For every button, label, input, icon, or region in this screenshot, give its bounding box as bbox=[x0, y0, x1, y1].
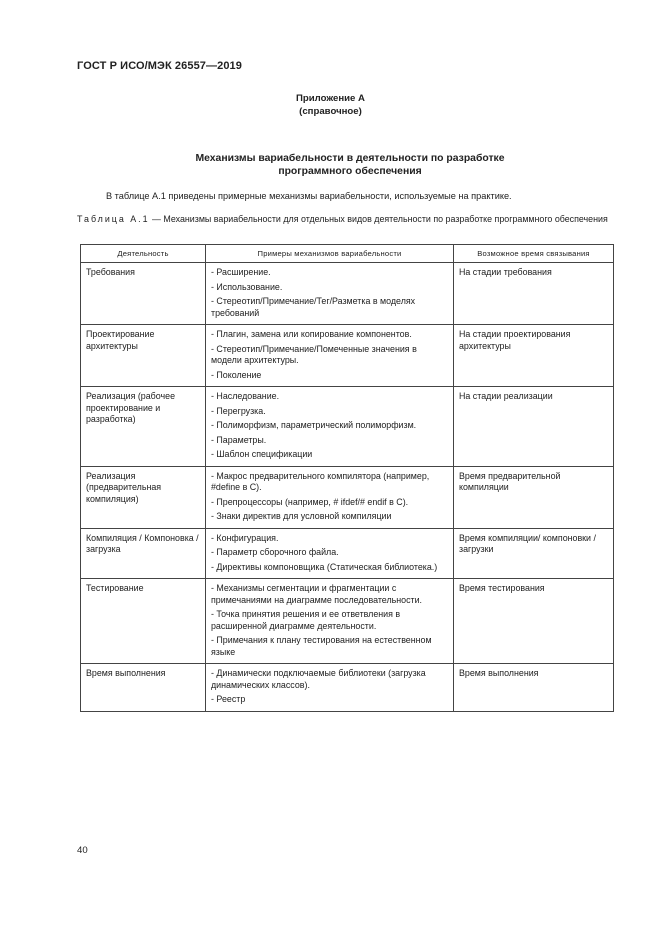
activity-cell: Компиляция / Компоновка / загрузка bbox=[81, 528, 206, 579]
section-heading-line1: Механизмы вариабельности в деятельности по разработке bbox=[195, 153, 505, 164]
example-item: - Точка принятия решения и ее ответвления в расширенной диаграмме деятельности. bbox=[211, 609, 401, 631]
example-item: - Стереотип/Примечание/Тег/Разметка в моделях требований bbox=[211, 296, 416, 318]
header-examples: Примеры механизмов вариабельности bbox=[206, 245, 454, 263]
binding-time-cell: На стадии требования bbox=[454, 263, 614, 325]
example-item: - Директивы компоновщика (Статическая библиотека.) bbox=[211, 561, 438, 572]
binding-time-cell: На стадии реализации bbox=[454, 387, 614, 467]
binding-time-cell: Время тестирования bbox=[454, 579, 614, 664]
examples-cell bbox=[206, 466, 454, 528]
variability-table bbox=[80, 244, 614, 712]
examples-cell bbox=[206, 528, 454, 579]
annex-heading bbox=[0, 92, 661, 118]
table-caption-text: — Механизмы вариабельности для отдельных видов деятельности по разработке программного обеспечения bbox=[149, 214, 608, 224]
example-item: - Параметры. bbox=[211, 434, 267, 445]
activity-cell: Тестирование bbox=[81, 579, 206, 664]
activity-cell: Время выполнения bbox=[81, 664, 206, 712]
example-item: - Реестр bbox=[211, 694, 246, 704]
activity-cell: Проектирование архитектуры bbox=[81, 325, 206, 387]
examples-cell bbox=[206, 325, 454, 387]
example-item: - Наследование. bbox=[211, 391, 280, 401]
example-item: - Макрос предварительного компилятора (например, #define в С). bbox=[211, 470, 430, 492]
binding-time-cell: Время выполнения bbox=[454, 664, 614, 712]
example-item: - Плагин, замена или копирование компонентов. bbox=[211, 329, 412, 339]
examples-cell bbox=[206, 579, 454, 664]
table-row bbox=[81, 325, 614, 387]
annex-title: Приложение А bbox=[296, 93, 365, 104]
examples-cell bbox=[206, 263, 454, 325]
activity-cell: Требования bbox=[81, 263, 206, 325]
binding-time-cell: Время предварительной компиляции bbox=[454, 466, 614, 528]
table-header-row bbox=[81, 245, 614, 263]
table-row bbox=[81, 263, 614, 325]
example-item: - Знаки директив для условной компиляции bbox=[211, 511, 392, 521]
examples-cell bbox=[206, 387, 454, 467]
header-activity: Деятельность bbox=[81, 245, 206, 263]
example-item: - Шаблон спецификации bbox=[211, 449, 313, 459]
example-item: - Использование. bbox=[211, 281, 283, 292]
intro-paragraph: В таблице А.1 приведены примерные механизмы вариабельности, используемые на практике. bbox=[106, 191, 512, 201]
table-caption-label: Таблица А.1 bbox=[77, 214, 150, 224]
example-item: - Динамически подключаемые библиотеки (загрузка динамических классов). bbox=[211, 668, 426, 690]
activity-cell: Реализация (рабочее проектирование и разработка) bbox=[81, 387, 206, 467]
activity-cell: Реализация (предварительная компиляция) bbox=[81, 466, 206, 528]
example-item: - Параметр сборочного файла. bbox=[211, 547, 339, 557]
example-item: - Перегрузка. bbox=[211, 405, 266, 416]
page-number: 40 bbox=[77, 845, 88, 856]
annex-note: (справочное) bbox=[299, 106, 362, 117]
table-caption bbox=[77, 214, 617, 226]
example-item: - Механизмы сегментации и фрагментации с примечаниями на диаграмме последовательности. bbox=[211, 583, 423, 605]
table-row bbox=[81, 387, 614, 467]
section-heading-line2: программного обеспечения bbox=[278, 166, 422, 177]
example-item: - Примечания к плану тестирования на естественном языке bbox=[211, 635, 432, 657]
example-item: - Препроцессоры (например, # ifdef/# endif в С). bbox=[211, 496, 409, 507]
table-row bbox=[81, 466, 614, 528]
standard-designation: ГОСТ Р ИСО/МЭК 26557—2019 bbox=[77, 60, 242, 72]
section-heading bbox=[150, 152, 550, 178]
example-item: - Полиморфизм, параметрический полиморфизм. bbox=[211, 420, 417, 430]
table-row bbox=[81, 528, 614, 579]
example-item: - Расширение. bbox=[211, 267, 271, 277]
examples-cell bbox=[206, 664, 454, 712]
table-row bbox=[81, 579, 614, 664]
binding-time-cell: На стадии проектирования архитектуры bbox=[454, 325, 614, 387]
header-binding-time: Возможное время связывания bbox=[454, 245, 614, 263]
example-item: - Конфигурация. bbox=[211, 532, 279, 543]
table-row bbox=[81, 664, 614, 712]
example-item: - Стереотип/Примечание/Помеченные значения в модели архитектуры. bbox=[211, 343, 417, 365]
example-item: - Поколение bbox=[211, 369, 262, 380]
binding-time-cell: Время компиляции/ компоновки / загрузки bbox=[454, 528, 614, 579]
